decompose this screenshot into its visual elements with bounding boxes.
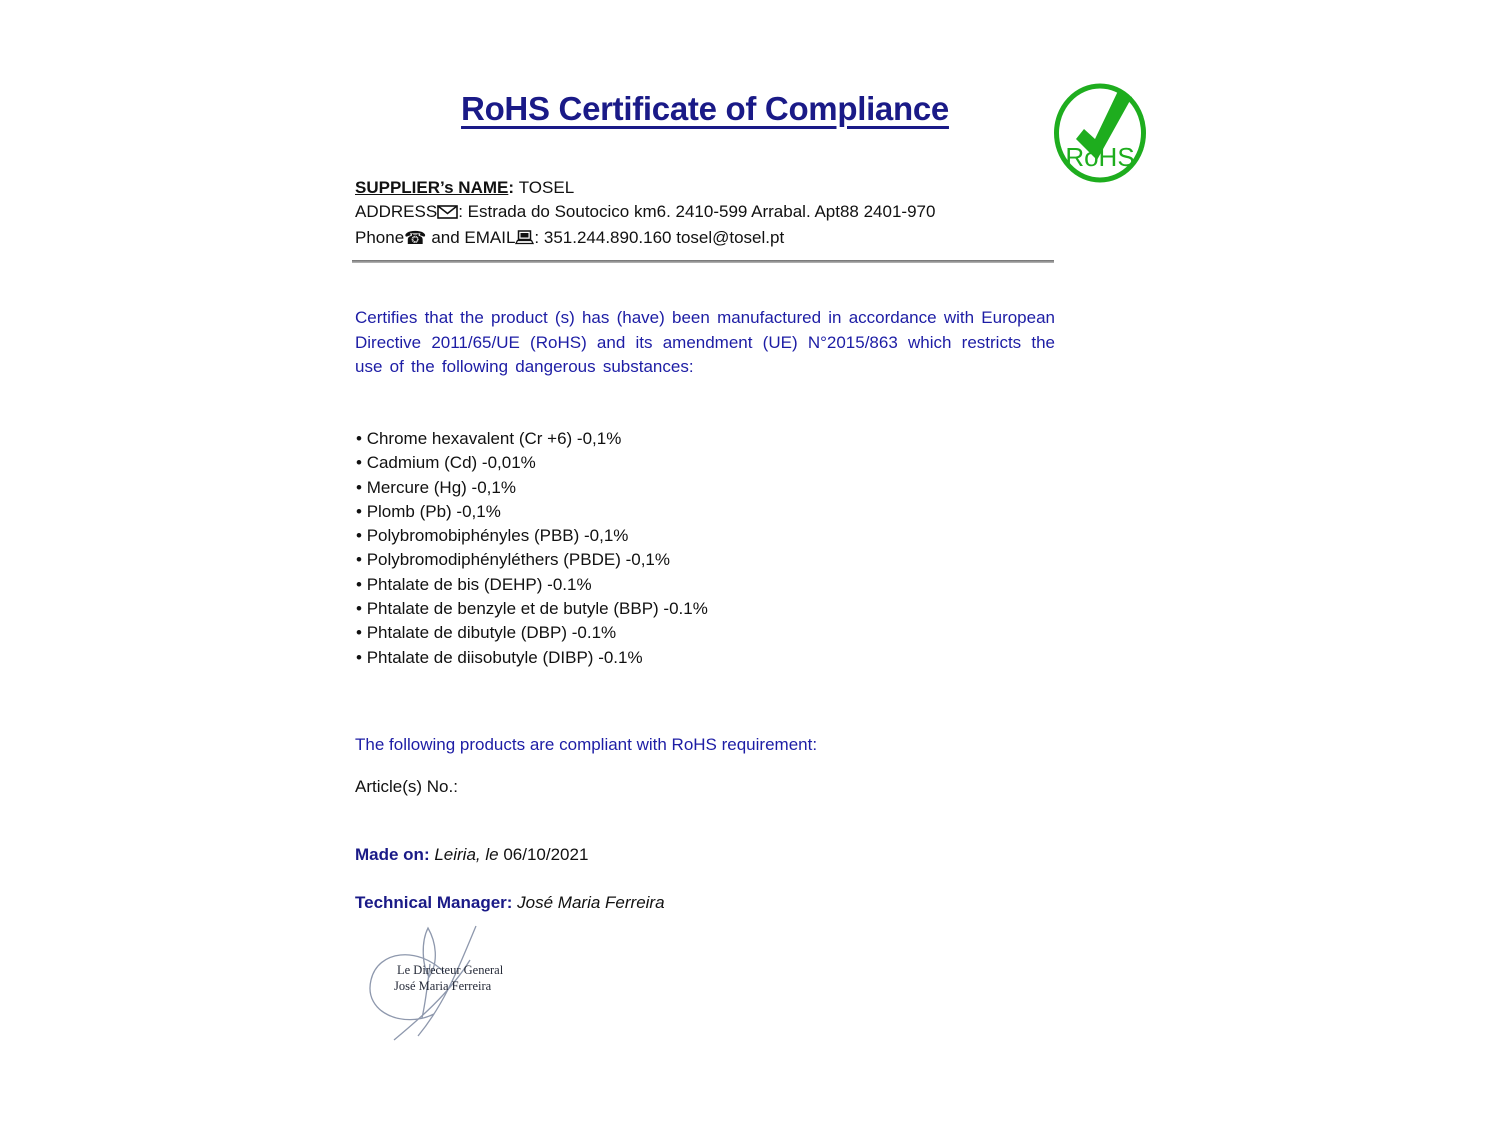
substance-item: • Phtalate de dibutyle (DBP) -0.1% [356,621,708,645]
signature-name-text: José Maria Ferreira [394,979,492,993]
supplier-name-line [355,176,1055,200]
supplier-block [355,176,1055,252]
made-on-place: Leiria, le [429,845,504,864]
contact-value: : 351.244.890.160 tosel@tosel.pt [534,228,785,247]
address-label: ADDRESS [355,202,438,221]
substance-item: • Phtalate de diisobutyle (DIBP) -0.1% [356,646,708,670]
email-label: and EMAIL [426,228,516,247]
address-line [355,200,1055,226]
supplier-name-label: SUPPLIER’s NAME [355,178,509,197]
compliance-statement: The following products are compliant with RoHS requirement: [355,735,818,754]
signature-title-text: Le Directeur General [397,963,504,977]
made-on-line [355,845,588,865]
supplier-name-value: TOSEL [518,178,575,197]
phone-icon: ☎ [404,228,427,249]
logo-label: RoHS [1065,142,1135,172]
phone-email-line [355,226,1055,252]
articles-label: Article(s) No.: [355,777,458,796]
manager-name: José Maria Ferreira [512,893,665,912]
phone-label: Phone [355,228,405,247]
substance-item: • Phtalate de benzyle et de butyle (BBP) -0.1% [356,597,708,621]
envelope-icon [437,202,458,226]
made-on-date: 06/10/2021 [503,845,589,864]
rohs-logo [1053,82,1149,184]
page-title: RoHS Certificate of Compliance [461,90,949,127]
substance-item: • Phtalate de bis (DEHP) -0.1% [356,573,708,597]
substance-item: • Chrome hexavalent (Cr +6) -0,1% [356,427,708,451]
address-value: : Estrada do Soutocico km6. 2410-599 Arrabal. Apt88 2401-970 [458,202,936,221]
certification-paragraph: Certifies that the product (s) has (have) been manufactured in accordance with European Directive 2011/65/UE (RoHS) and its amendment (UE) N°2015/863 which restricts the use of the following dangerous substances: [355,308,1055,376]
technical-manager-line [355,893,665,913]
substance-item: • Plomb (Pb) -0,1% [356,500,708,524]
horizontal-divider [352,260,1054,263]
substance-item: • Polybromodiphényléthers (PBDE) -0,1% [356,548,708,572]
substances-list [356,427,708,670]
supplier-name-sep: : [508,178,519,197]
computer-icon [515,228,534,252]
substance-item: • Cadmium (Cd) -0,01% [356,451,708,475]
substance-item: • Mercure (Hg) -0,1% [356,476,708,500]
made-on-label: Made on: [355,845,430,864]
substance-item: • Polybromobiphényles (PBB) -0,1% [356,524,708,548]
manager-label: Technical Manager: [355,893,513,912]
rohs-logo-graphic [1053,82,1149,184]
